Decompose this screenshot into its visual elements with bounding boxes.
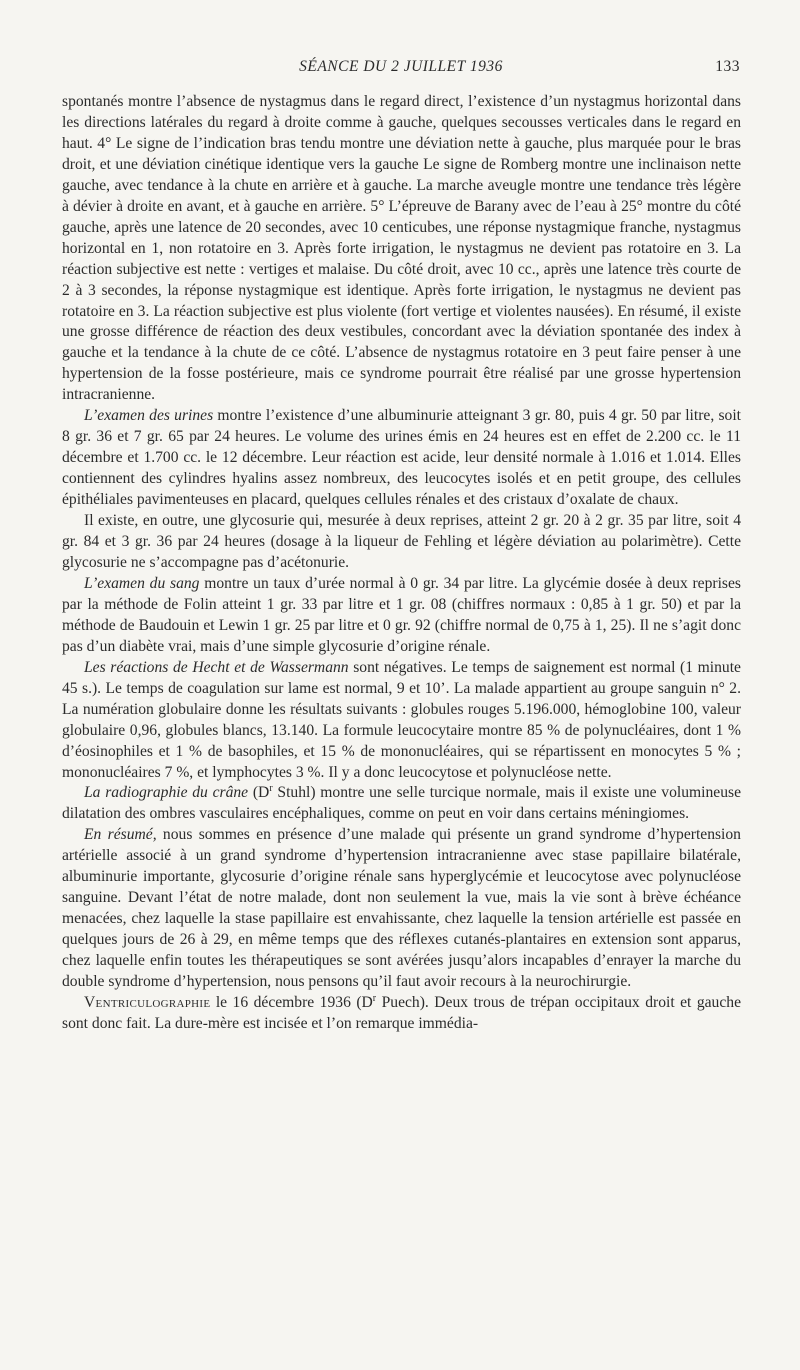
- paragraph-ventriculography: Ventriculographie le 16 décembre 1936 ($D^r$ Puech). Deux trous de trépan occipitaux droit et gauche sont donc fait. La dure-mère est incisée et l’on remarque immédia-: [62, 992, 741, 1032]
- section-lead: Les réactions de Hecht et de Wassermann: [84, 658, 349, 676]
- section-lead: L’examen du sang: [84, 574, 200, 592]
- section-lead: Ventriculographie: [84, 993, 211, 1011]
- section-lead: La radiographie du crâne: [84, 784, 249, 802]
- paragraph-serology: Les réactions de Hecht et de Wassermann sont négatives. Le temps de saignement est normal (1 minute 45 s.). Le temps de coagulation sur lame est normal, 9 et 10’. La malade appartient au groupe sanguin n° 2. La numération globulaire donne les résultats suivants : globules rouges 5.196.000, hémoglobine 100, valeur globulaire 0,96, globules blancs, 13.140. La formule leucocytaire montre 85 % de polynucléaires, dont 1 % d’éosinophiles et 1 % de basophiles, et 15 % de mononucléaires, qui se répartissent en monocytes 5 % ; mononucléaires 7 %, et lymphocytes 3 %. Il y a donc leucocytose et polynucléose nette.: [62, 658, 741, 781]
- section-lead: En résumé,: [84, 826, 157, 844]
- paragraph-skull-radiography: La radiographie du crâne ($D^r$ Stuhl) montre une selle turcique normale, mais il existe une volumineuse dilatation des ombres vasculaires encéphaliques, comme on peut en voir dans certains méningiomes.: [62, 783, 741, 823]
- page-number: 133: [715, 58, 740, 75]
- section-lead: L’examen des urines: [84, 407, 214, 425]
- paragraph-summary: En résumé, nous sommes en présence d’une malade qui présente un grand syndrome d’hypertension artérielle associé à un grand syndrome d’hypertension intracranienne avec stase papillaire bilatérale, albuminurie importante, glycosurie d’origine rénale sans hyperglycémie et leucocytose avec polynucléose sanguine. Devant l’état de notre malade, dont non seulement la vue, mais la vie sont à brève échéance menacées, chez laquelle la stase papillaire est envahissante, chez laquelle la tension artérielle est passée en quelques jours de 26 à 29, en même temps que des réflexes cutanés-plantaires en extension sont apparus, chez laquelle enfin toutes les thérapeutiques se sont avérées jusqu’alors incapables d’enrayer la marche du double syndrome d’hypertension, nous pensons qu’il faut avoir recours à la neurochirurgie.: [62, 826, 741, 991]
- paragraph-urine-exam: L’examen des urines montre l’existence d’une albuminurie atteignant 3 gr. 80, puis 4 gr. 50 par litre, soit 8 gr. 36 et 7 gr. 65 par 24 heures. Le volume des urines émis en 24 heures est en effet de 2.200 cc. le 11 décembre et 1.700 cc. le 12 décembre. Leur réaction est acide, leur densité normale à 1.016 et 1.014. Elles contiennent des cylindres hyalins assez nombreux, des leucocytes isolés et en petit groupe, des cellules épithéliales pavimenteuses en placard, quelques cellules rénales et des cristaux d’oxalate de chaux.: [62, 407, 742, 509]
- page-header: [62, 58, 740, 80]
- running-title: SÉANCE DU 2 JUILLET 1936: [299, 58, 503, 75]
- paragraph-blood-exam: L’examen du sang montre un taux d’urée normal à 0 gr. 34 par litre. La glycémie dosée à deux reprises par la méthode de Folin atteint 1 gr. 33 par litre et 1 gr. 08 (chiffres normaux : 0,85 à 1 gr. 50) et par la méthode de Baudouin et Lewin 1 gr. 25 par litre et 0 gr. 92 (chiffre normal de 0,75 à 1, 25). Il ne s’agit donc pas d’un diabète vrai, mais d’une simple glycosurie d’origine rénale.: [62, 574, 741, 655]
- paragraph-glycosuria: Il existe, en outre, une glycosurie qui, mesurée à deux reprises, atteint 2 gr. 20 à 2 gr. 35 par litre, soit 4 gr. 84 et 3 gr. 36 par 24 heures (dosage à la liqueur de Fehling et légère déviation au polarimètre). Cette glycosurie ne s’accompagne pas d’acétonurie.: [62, 512, 741, 571]
- body-text: [62, 92, 741, 1035]
- paragraph-vestibular-exam: spontanés montre l’absence de nystagmus dans le regard direct, l’existence d’un nystagmus horizontal dans les directions latérales du regard à droite comme à gauche, quelques secousses verticales dans le regard en haut. 4° Le signe de l’indication bras tendu montre une déviation nette à gauche, plus marquée pour le bras droit, et une déviation cinétique identique vers la gauche Le signe de Romberg montre une inclinaison nette gauche, avec tendance à la chute en arrière et à gauche. La marche aveugle montre une tendance très légère à dévier à droite en avant, et à gauche en arrière. 5° L’épreuve de Barany avec de l’eau à 25° montre du côté gauche, après une latence de 20 secondes, avec 10 centicubes, une réponse nystagmique franche, nystagmus horizontal en 1, non rotatoire en 3. Après forte irrigation, le nystagmus ne devient pas rotatoire en 3. La réaction subjective est nette : vertiges et malaise. Du côté droit, avec 10 cc., après une latence très courte de 2 à 3 secondes, la réponse nystagmique est identique. Après forte irrigation, le nystagmus ne devient pas rotatoire en 3. La réaction subjective est plus violente (fort vertige et violentes nausées). En résumé, il existe une grosse différence de réaction des deux vestibules, concordant avec la déviation spontanée des index à gauche et la tendance à la chute de ce côté. L’absence de nystagmus rotatoire en 3 peut faire penser à une hypertension de la fosse postérieure, mais ce syndrome pourrait être réalisé par une grosse hypertension intracranienne.: [62, 93, 741, 404]
